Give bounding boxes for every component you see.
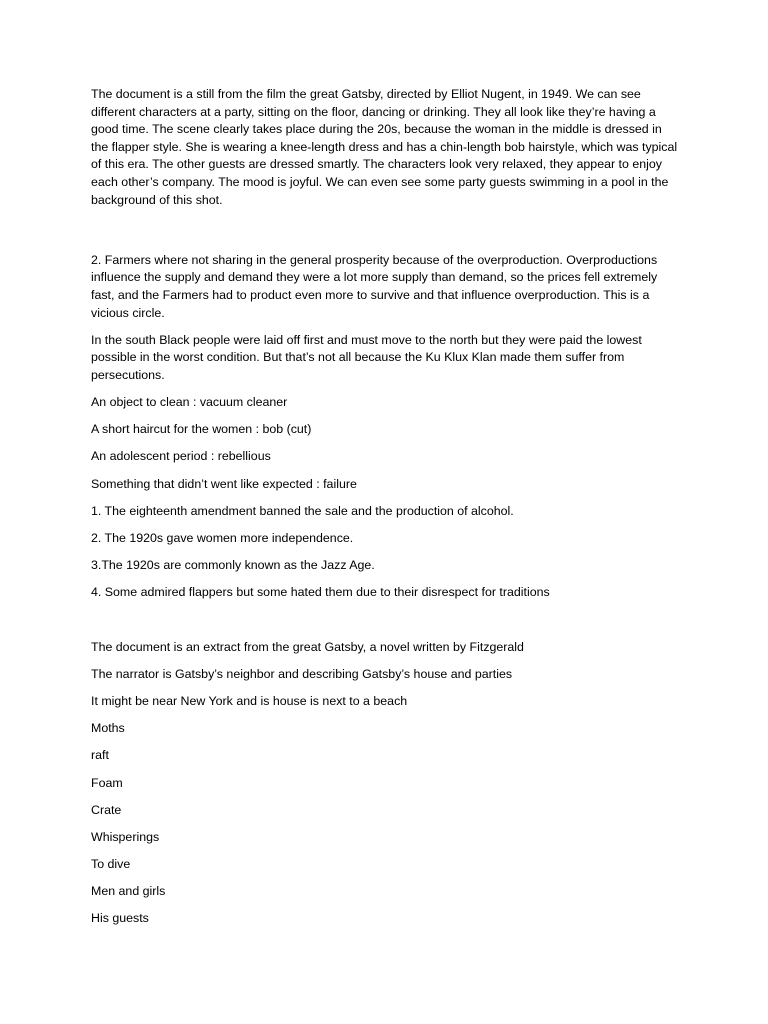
paragraph-farmers: 2. Farmers where not sharing in the general prosperity because of the overproduction. Overproductions influence the supply and demand they were a lot more supply than demand, so the prices fell extremely fast, and the Farmers had to product even more to survive and that influence overproduction. This is a vicious circle. (91, 252, 658, 320)
spacer (91, 612, 681, 639)
word-crate: Crate (91, 802, 122, 817)
paragraph-location: It might be near New York and is house is next to a beach (91, 693, 408, 708)
document-page (91, 86, 681, 928)
paragraph-narrator: The narrator is Gatsby’s neighbor and describing Gatsby’s house and parties (91, 666, 513, 681)
paragraph-black-people: In the south Black people were laid off first and must move to the north but they were paid the lowest possible in the worst condition. But that’s not all because the Ku Klux Klan made them suffer from persecutions. (91, 332, 642, 382)
spacer (91, 219, 681, 252)
vocab-failure: Something that didn’t went like expected : failure (91, 476, 357, 491)
paragraph-extract: The document is an extract from the great Gatsby, a novel written by Fitzgerald (91, 639, 524, 654)
vocab-vacuum-cleaner: An object to clean : vacuum cleaner (91, 395, 288, 410)
word-raft: raft (91, 748, 109, 763)
fact-4-flappers: 4. Some admired flappers but some hated them due to their disrespect for traditions (91, 585, 550, 600)
word-moths: Moths (91, 721, 125, 736)
fact-2-women: 2. The 1920s gave women more independence. (91, 531, 354, 546)
word-men-and-girls: Men and girls (91, 884, 166, 899)
paragraph-film-description: The document is a still from the film the great Gatsby, directed by Elliot Nugent, in 1949. We can see different characters at a party, sitting on the floor, dancing or drinking. They all look like they’re having a good time. The scene clearly takes place during the 20s, because the woman in the middle is dressed in the flapper style. She is wearing a knee-length dress and has a chin-length bob hairstyle, which was typical of this era. The other guests are dressed smartly. The characters look very relaxed, they appear to enjoy each other’s company. The mood is joyful. We can even see some party guests swimming in a pool in the background of this shot. (91, 87, 678, 207)
word-foam: Foam (91, 775, 123, 790)
vocab-rebellious: An adolescent period : rebellious (91, 449, 271, 464)
word-to-dive: To dive (91, 857, 131, 872)
fact-3-jazz-age: 3.The 1920s are commonly known as the Jazz Age. (91, 558, 375, 573)
fact-1-prohibition: 1. The eighteenth amendment banned the sale and the production of alcohol. (91, 503, 514, 518)
word-whisperings: Whisperings (91, 829, 160, 844)
word-his-guests: His guests (91, 911, 149, 926)
vocab-bob: A short haircut for the women : bob (cut) (91, 422, 312, 437)
